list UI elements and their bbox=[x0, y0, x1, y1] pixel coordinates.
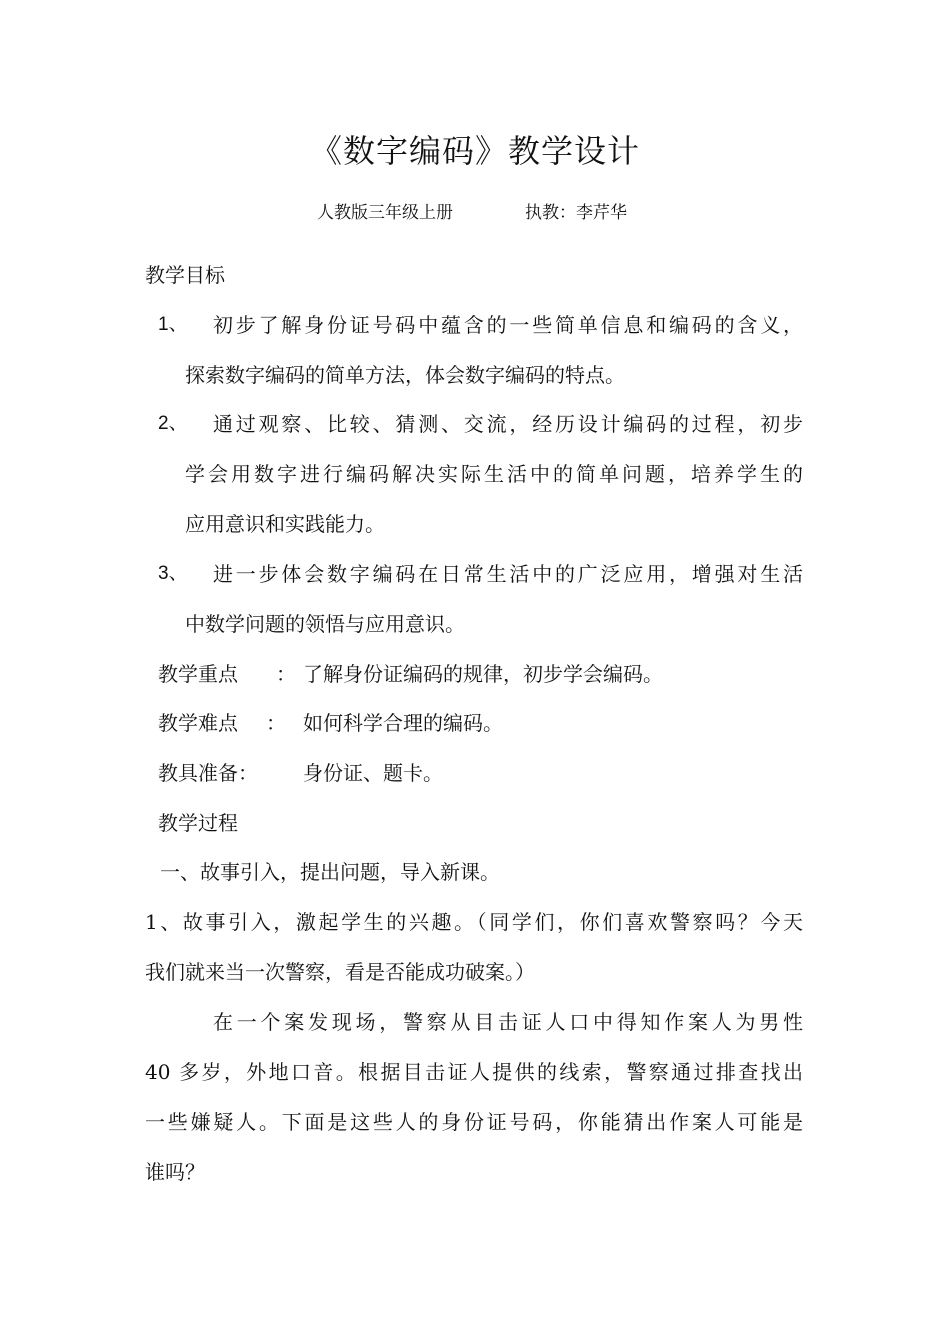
step-one-line: 我们就来当一次警察，看是否能成功破案。） bbox=[145, 960, 535, 984]
objective-line: 探索数字编码的简单方法，体会数字编码的特点。 bbox=[185, 363, 625, 387]
objective-line: 初步了解身份证号码中蕴含的一些简单信息和编码的含义， bbox=[213, 313, 803, 337]
story-line: 40 多岁，外地口音。根据目击证人提供的线索，警察通过排查找出 bbox=[145, 1060, 803, 1084]
difficulty-value: 如何科学合理的编码。 bbox=[303, 711, 503, 735]
key-point-label: 教学重点 bbox=[158, 662, 238, 686]
difficulty-label: 教学难点 bbox=[158, 711, 238, 735]
objective-number: 1、 bbox=[158, 314, 188, 335]
materials-label: 教具准备： bbox=[158, 761, 258, 785]
objective-line: 学会用数字进行编码解决实际生活中的简单问题，培养学生的 bbox=[185, 462, 803, 486]
textbook-edition: 人教版三年级上册 bbox=[317, 203, 453, 223]
key-point-value: 了解身份证编码的规律，初步学会编码。 bbox=[303, 662, 663, 686]
document-title: 《数字编码》教学设计 bbox=[309, 132, 640, 170]
story-line: 在一个案发现场，警察从目击证人口中得知作案人为男性 bbox=[213, 1010, 803, 1034]
difficulty-colon: ： bbox=[266, 711, 286, 735]
step-one-line: 1、故事引入，激起学生的兴趣。（同学们，你们喜欢警察吗？今天 bbox=[145, 910, 803, 934]
key-point-colon: ： bbox=[276, 662, 296, 686]
objective-number: 2、 bbox=[158, 413, 188, 434]
objective-line: 通过观察、比较、猜测、交流，经历设计编码的过程，初步 bbox=[213, 412, 803, 436]
difficulty-row bbox=[158, 706, 798, 740]
document-subtitle bbox=[317, 198, 627, 228]
objective-line: 中数学问题的领悟与应用意识。 bbox=[185, 612, 465, 636]
objectives-heading: 教学目标 bbox=[145, 263, 225, 287]
objective-line: 应用意识和实践能力。 bbox=[185, 512, 385, 536]
process-heading: 教学过程 bbox=[158, 811, 238, 835]
teacher-name: 执教：李芹华 bbox=[525, 203, 627, 223]
section-one-heading: 一、故事引入，提出问题，导入新课。 bbox=[160, 860, 500, 884]
materials-value: 身份证、题卡。 bbox=[303, 761, 443, 785]
story-line: 谁吗？ bbox=[145, 1160, 205, 1184]
objective-line: 进一步体会数字编码在日常生活中的广泛应用，增强对生活 bbox=[213, 562, 803, 586]
key-point-row bbox=[158, 657, 798, 691]
materials-row bbox=[158, 756, 798, 790]
objective-number: 3、 bbox=[158, 563, 188, 584]
story-line: 一些嫌疑人。下面是这些人的身份证号码，你能猜出作案人可能是 bbox=[145, 1110, 803, 1134]
